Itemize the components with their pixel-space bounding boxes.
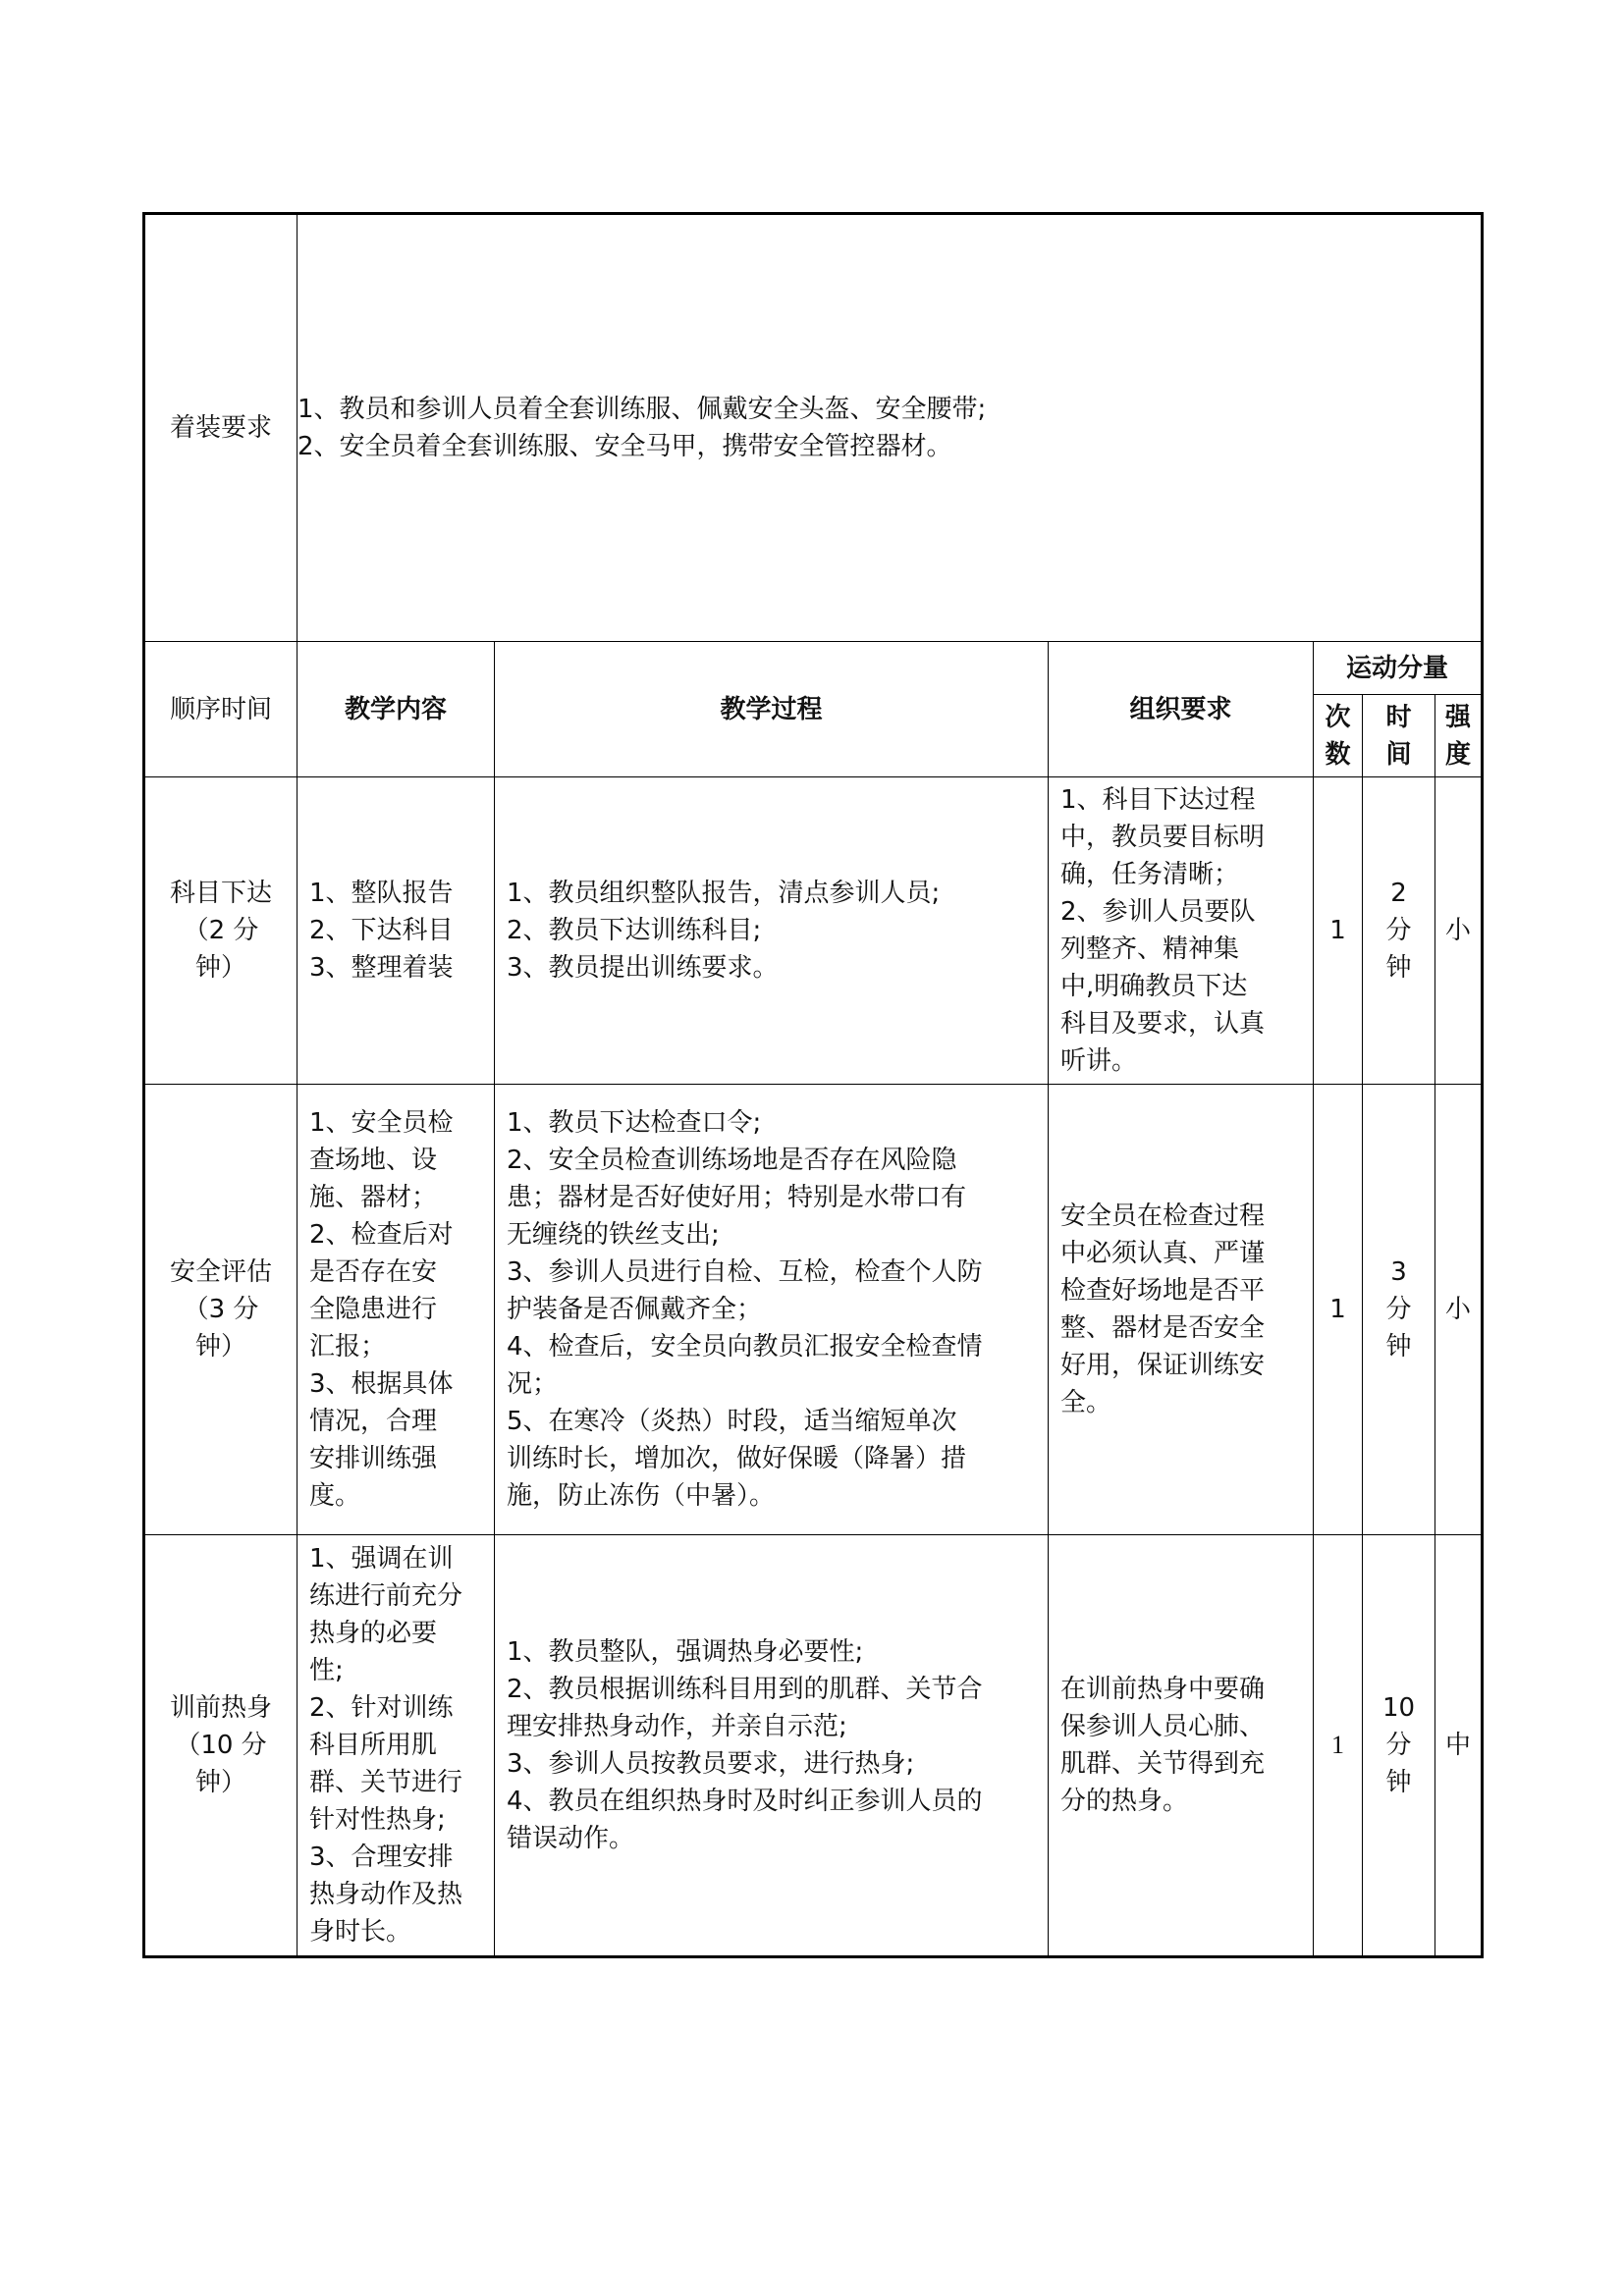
row-content: 1、强调在训 练进行前充分 热身的必要 性; 2、针对训练 科目所用肌 群、关节进行 针对性热身; 3、合理安排 热身动作及热 身时长。 [298, 1535, 495, 1957]
row-process: 1、教员整队，强调热身必要性; 2、教员根据训练科目用到的肌群、关节合 理安排热身动作，并亲自示范; 3、参训人员按教员要求，进行热身; 4、教员在组织热身时及时纠正参训人员的 错误动作。 [495, 1535, 1049, 1957]
row-count: 1 [1314, 1535, 1363, 1957]
row-intensity: 中 [1435, 1535, 1483, 1957]
header-content: 教学内容 [298, 642, 495, 777]
header-exercise-load: 运动分量 [1314, 642, 1483, 695]
attire-row [144, 214, 1483, 642]
row-content: 1、安全员检 查场地、设 施、器材； 2、检查后对 是否存在安 全隐患进行 汇报； 3、根据具体 情况，合理 安排训练强 度。 [298, 1085, 495, 1535]
attire-line: 2、安全员着全套训练服、安全马甲，携带安全管控器材。 [298, 432, 952, 461]
table-row [144, 777, 1483, 1085]
attire-line: 1、教员和参训人员着全套训练服、佩戴安全头盔、安全腰带; [298, 395, 987, 424]
row-org-req: 1、科目下达过程 中，教员要目标明 确，任务清晰； 2、参训人员要队 列整齐、精神集 中,明确教员下达 科目及要求，认真 听讲。 [1049, 777, 1314, 1085]
row-intensity: 小 [1435, 777, 1483, 1085]
row-org-req: 安全员在检查过程 中必须认真、严谨 检查好场地是否平 整、器材是否安全 好用，保证训练安 全。 [1049, 1085, 1314, 1535]
row-time: 10 分 钟 [1363, 1535, 1435, 1957]
row-count: 1 [1314, 1085, 1363, 1535]
lesson-plan-page [142, 212, 1484, 1958]
table-row [144, 1535, 1483, 1957]
header-time: 时 间 [1363, 695, 1435, 777]
lesson-plan-table [142, 212, 1484, 1958]
row-process: 1、教员下达检查口令; 2、安全员检查训练场地是否存在风险隐 患；器材是否好使好用；特别是水带口有 无缠绕的铁丝支出; 3、参训人员进行自检、互检，检查个人防 护装备是否佩戴齐全； 4、检查后，安全员向教员汇报安全检查情 况； 5、在寒冷（炎热）时段，适当缩短单次 训练时长，增加次，做好保暖（降暑）措 施，防止冻伤（中暑）。 [495, 1085, 1049, 1535]
row-content: 1、整队报告 2、下达科目 3、整理着装 [298, 777, 495, 1085]
table-row [144, 1085, 1483, 1535]
header-org-req: 组织要求 [1049, 642, 1314, 777]
header-intensity: 强 度 [1435, 695, 1483, 777]
row-org-req: 在训前热身中要确 保参训人员心肺、 肌群、关节得到充 分的热身。 [1049, 1535, 1314, 1957]
row-process: 1、教员组织整队报告，清点参训人员; 2、教员下达训练科目; 3、教员提出训练要求。 [495, 777, 1049, 1085]
header-row [144, 642, 1483, 695]
row-count: 1 [1314, 777, 1363, 1085]
row-time: 3 分 钟 [1363, 1085, 1435, 1535]
row-intensity: 小 [1435, 1085, 1483, 1535]
attire-label: 着装要求 [144, 214, 298, 642]
row-order-time: 训前热身 （10 分 钟） [144, 1535, 298, 1957]
header-process: 教学过程 [495, 642, 1049, 777]
row-order-time: 安全评估 （3 分 钟） [144, 1085, 298, 1535]
header-count: 次 数 [1314, 695, 1363, 777]
header-order-time: 顺序时间 [144, 642, 298, 777]
attire-requirements [298, 214, 1483, 642]
row-order-time: 科目下达 （2 分 钟） [144, 777, 298, 1085]
row-time: 2 分 钟 [1363, 777, 1435, 1085]
